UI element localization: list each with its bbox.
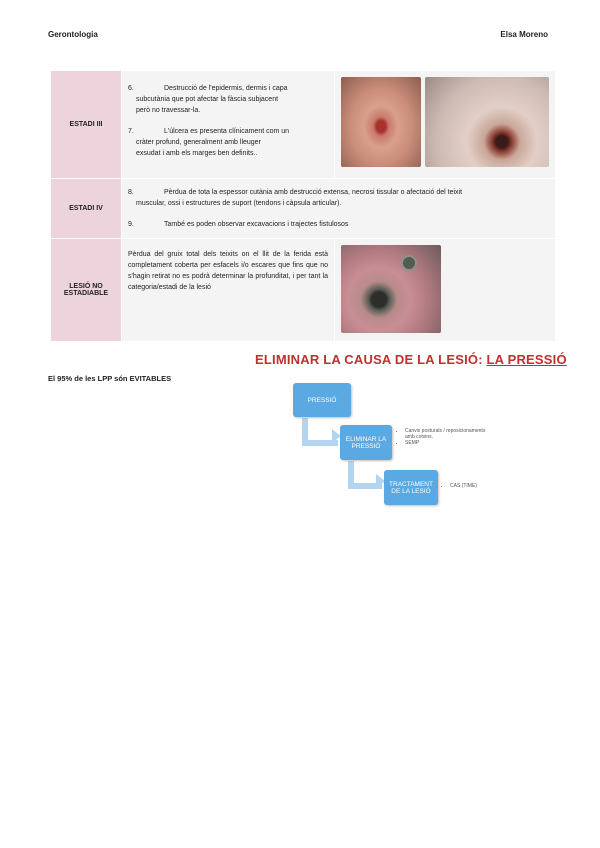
stage-label: LESIÓ NO ESTADIABLE — [51, 239, 122, 342]
list-item: • SEMP — [405, 440, 488, 446]
list-item: 9. També es poden observar excavacions i trajectes fistulosos — [128, 221, 349, 228]
stage-images — [335, 239, 556, 342]
header-right: Elsa Moreno — [500, 30, 548, 39]
table-row — [51, 71, 556, 179]
flow-box-pressure: PRESSIÓ — [293, 383, 351, 417]
list-item: • Canvis posturals / reposicionaments amb cotxins. — [405, 428, 488, 440]
header-left: Gerontologia — [48, 30, 98, 39]
table-row — [51, 179, 556, 239]
evitable-statement: El 95% de les LPP són EVITABLES — [48, 374, 172, 383]
flow-notes-treatment — [443, 483, 477, 489]
list-item: 8. Pèrdua de tota la espessor cutània amb destrucció extensa, necrosi tissular o afectació del teixit muscular, ossi i estructures de suport (tendons i càpsula articular). — [128, 189, 463, 207]
stages-table — [50, 70, 556, 342]
list-item: 6. Destrucció de l'epidermis, dermis i capa subcutània que pot afectar la fàscia subjacent però no travessar-la. — [128, 85, 288, 114]
table-row — [51, 239, 556, 342]
section-title: ELIMINAR LA CAUSA DE LA LESIÓ: LA PRESSIÓ — [255, 352, 567, 367]
stage-label: ESTADI IV — [51, 179, 122, 239]
stage-description — [122, 179, 556, 239]
unstageable-ulcer-photo — [341, 245, 441, 333]
flow-box-eliminate: ELIMINAR LA PRESSIÓ — [340, 425, 392, 460]
stage-description — [122, 71, 335, 179]
stage-images — [335, 71, 556, 179]
flow-box-treatment: TRACTAMENT DE LA LESIÓ — [384, 470, 438, 505]
sacral-ulcer-photo — [341, 77, 421, 167]
heel-ulcer-photo — [425, 77, 549, 167]
list-item: • CAS (TIME) — [450, 483, 477, 489]
list-item: 7. L'úlcera es presenta clínicament com un cràter profund, generalment amb lleuger exsudat i amb els marges ben definits.. — [128, 128, 290, 157]
stage-label: ESTADI III — [51, 71, 122, 179]
stage-description: Pèrdua del gruix total dels teixits on el llit de la ferida està completament coberta per esfacels i/o escares que fins que no s'hagin retirat no es podrà determinar la profunditat, i per tant la categoria/estadi de la lesió — [122, 239, 335, 342]
flow-notes-eliminate — [398, 428, 488, 446]
